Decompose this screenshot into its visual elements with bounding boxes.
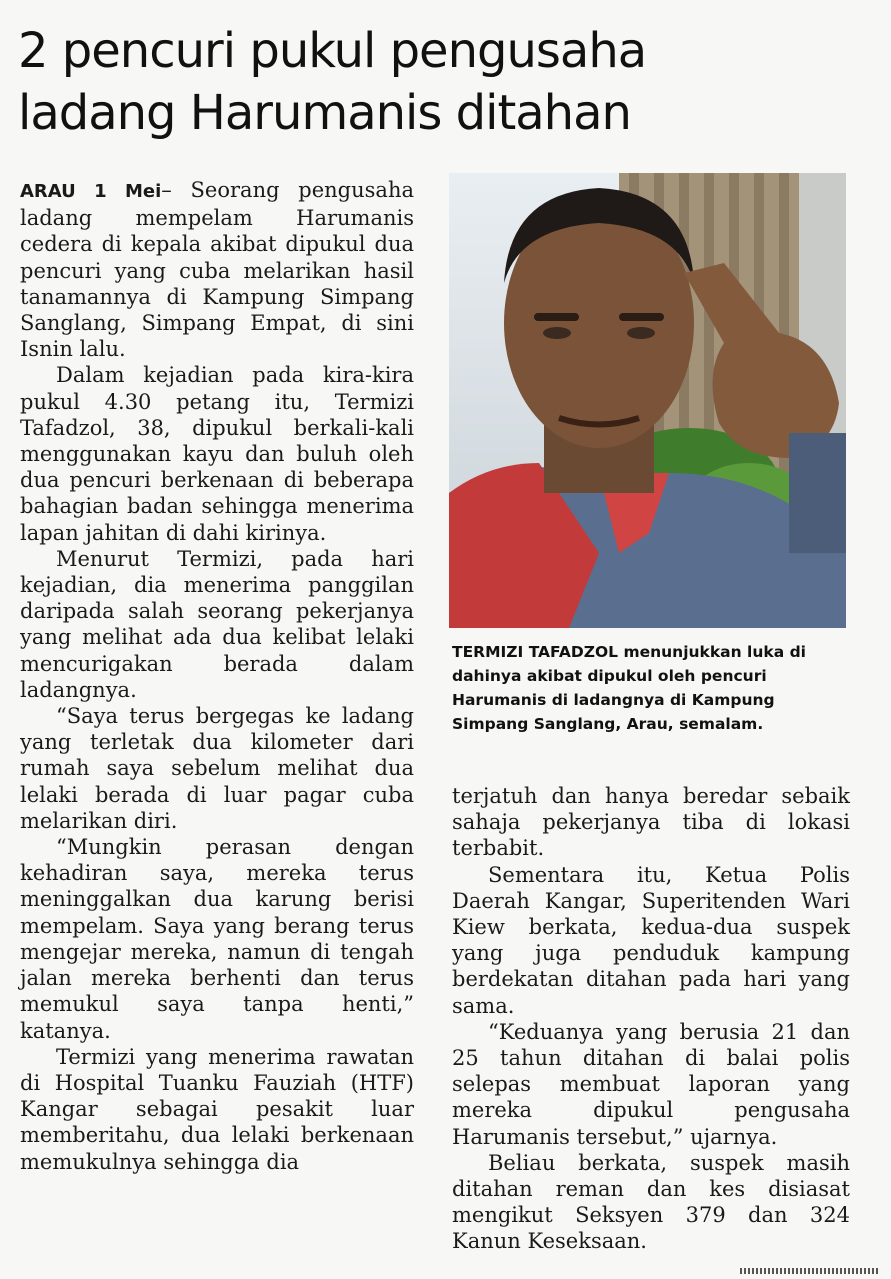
headline-line-2: ladang Harumanis ditahan [18, 85, 631, 141]
paragraph-7: terjatuh dan hanya beredar sebaik sahaja pekerjanya tiba di lokasi terbabit. [452, 784, 850, 861]
caption-text: menunjukkan luka di dahinya akibat dipukul oleh pencuri Harumanis di ladangnya di Kampung Simpang Sanglang, Arau, semalam. [452, 643, 806, 733]
paragraph-6: Termizi yang menerima rawatan di Hospital Tuanku Fauziah (HTF) Kangar sebagai pesakit luar memberitahu, dua lelaki berkenaan memukulnya sehingga dia [20, 1044, 414, 1174]
article-column-left [20, 177, 414, 1175]
paragraph-1 [20, 177, 414, 362]
paragraph-3: Menurut Termizi, pada hari kejadian, dia menerima panggilan daripada salah seorang pekerjanya yang melihat ada dua kelibat lelaki mencurigakan berada dalam ladangnya. [20, 546, 414, 702]
article-column-right [452, 783, 850, 1255]
lead-text: – Seorang pengusaha ladang mempelam Harumanis cedera di kepala akibat dipukul dua pencuri yang cuba melarikan hasil tanamannya di Kampung Simpang Sanglang, Simpang Empat, di sini Isnin lalu. [20, 178, 414, 362]
news-photo [449, 173, 846, 628]
headline [18, 20, 878, 144]
photo-caption [452, 640, 852, 736]
paragraph-9: “Keduanya yang berusia 21 dan 25 tahun ditahan di balai polis selepas membuat laporan yang mereka dipukul pengusaha Harumanis tersebut,” ujarnya. [452, 1019, 850, 1149]
paragraph-10: Beliau berkata, suspek masih ditahan reman dan kes disiasat mengikut Seksyen 379 dan 324 Kanun Keseksaan. [452, 1150, 850, 1254]
headline-line-1: 2 pencuri pukul pengusaha [18, 23, 647, 79]
paragraph-8: Sementara itu, Ketua Polis Daerah Kangar, Superitenden Wari Kiew berkata, kedua-dua suspek yang juga penduduk kampung berdekatan ditahan pada hari yang sama. [452, 862, 850, 1018]
dateline: ARAU 1 Mei [20, 181, 162, 202]
paragraph-5: “Mungkin perasan dengan kehadiran saya, mereka terus meninggalkan dua karung berisi mempelam. Saya yang berang terus mengejar mereka, namun di tengah jalan mereka berhenti dan terus memukul saya tanpa henti,” katanya. [20, 835, 414, 1043]
caption-name: TERMIZI TAFADZOL [452, 643, 619, 661]
page-edge-marks [740, 1268, 880, 1274]
paragraph-2: Dalam kejadian pada kira-kira pukul 4.30 petang itu, Termizi Tafadzol, 38, dipukul berkali-kali menggunakan kayu dan buluh oleh dua pencuri berkenaan di beberapa bahagian badan sehingga menerima lapan jahitan di dahi kirinya. [20, 363, 414, 545]
paragraph-4: “Saya terus bergegas ke ladang yang terletak dua kilometer dari rumah saya sebelum melihat dua lelaki berada di luar pagar cuba melarikan diri. [20, 704, 414, 833]
